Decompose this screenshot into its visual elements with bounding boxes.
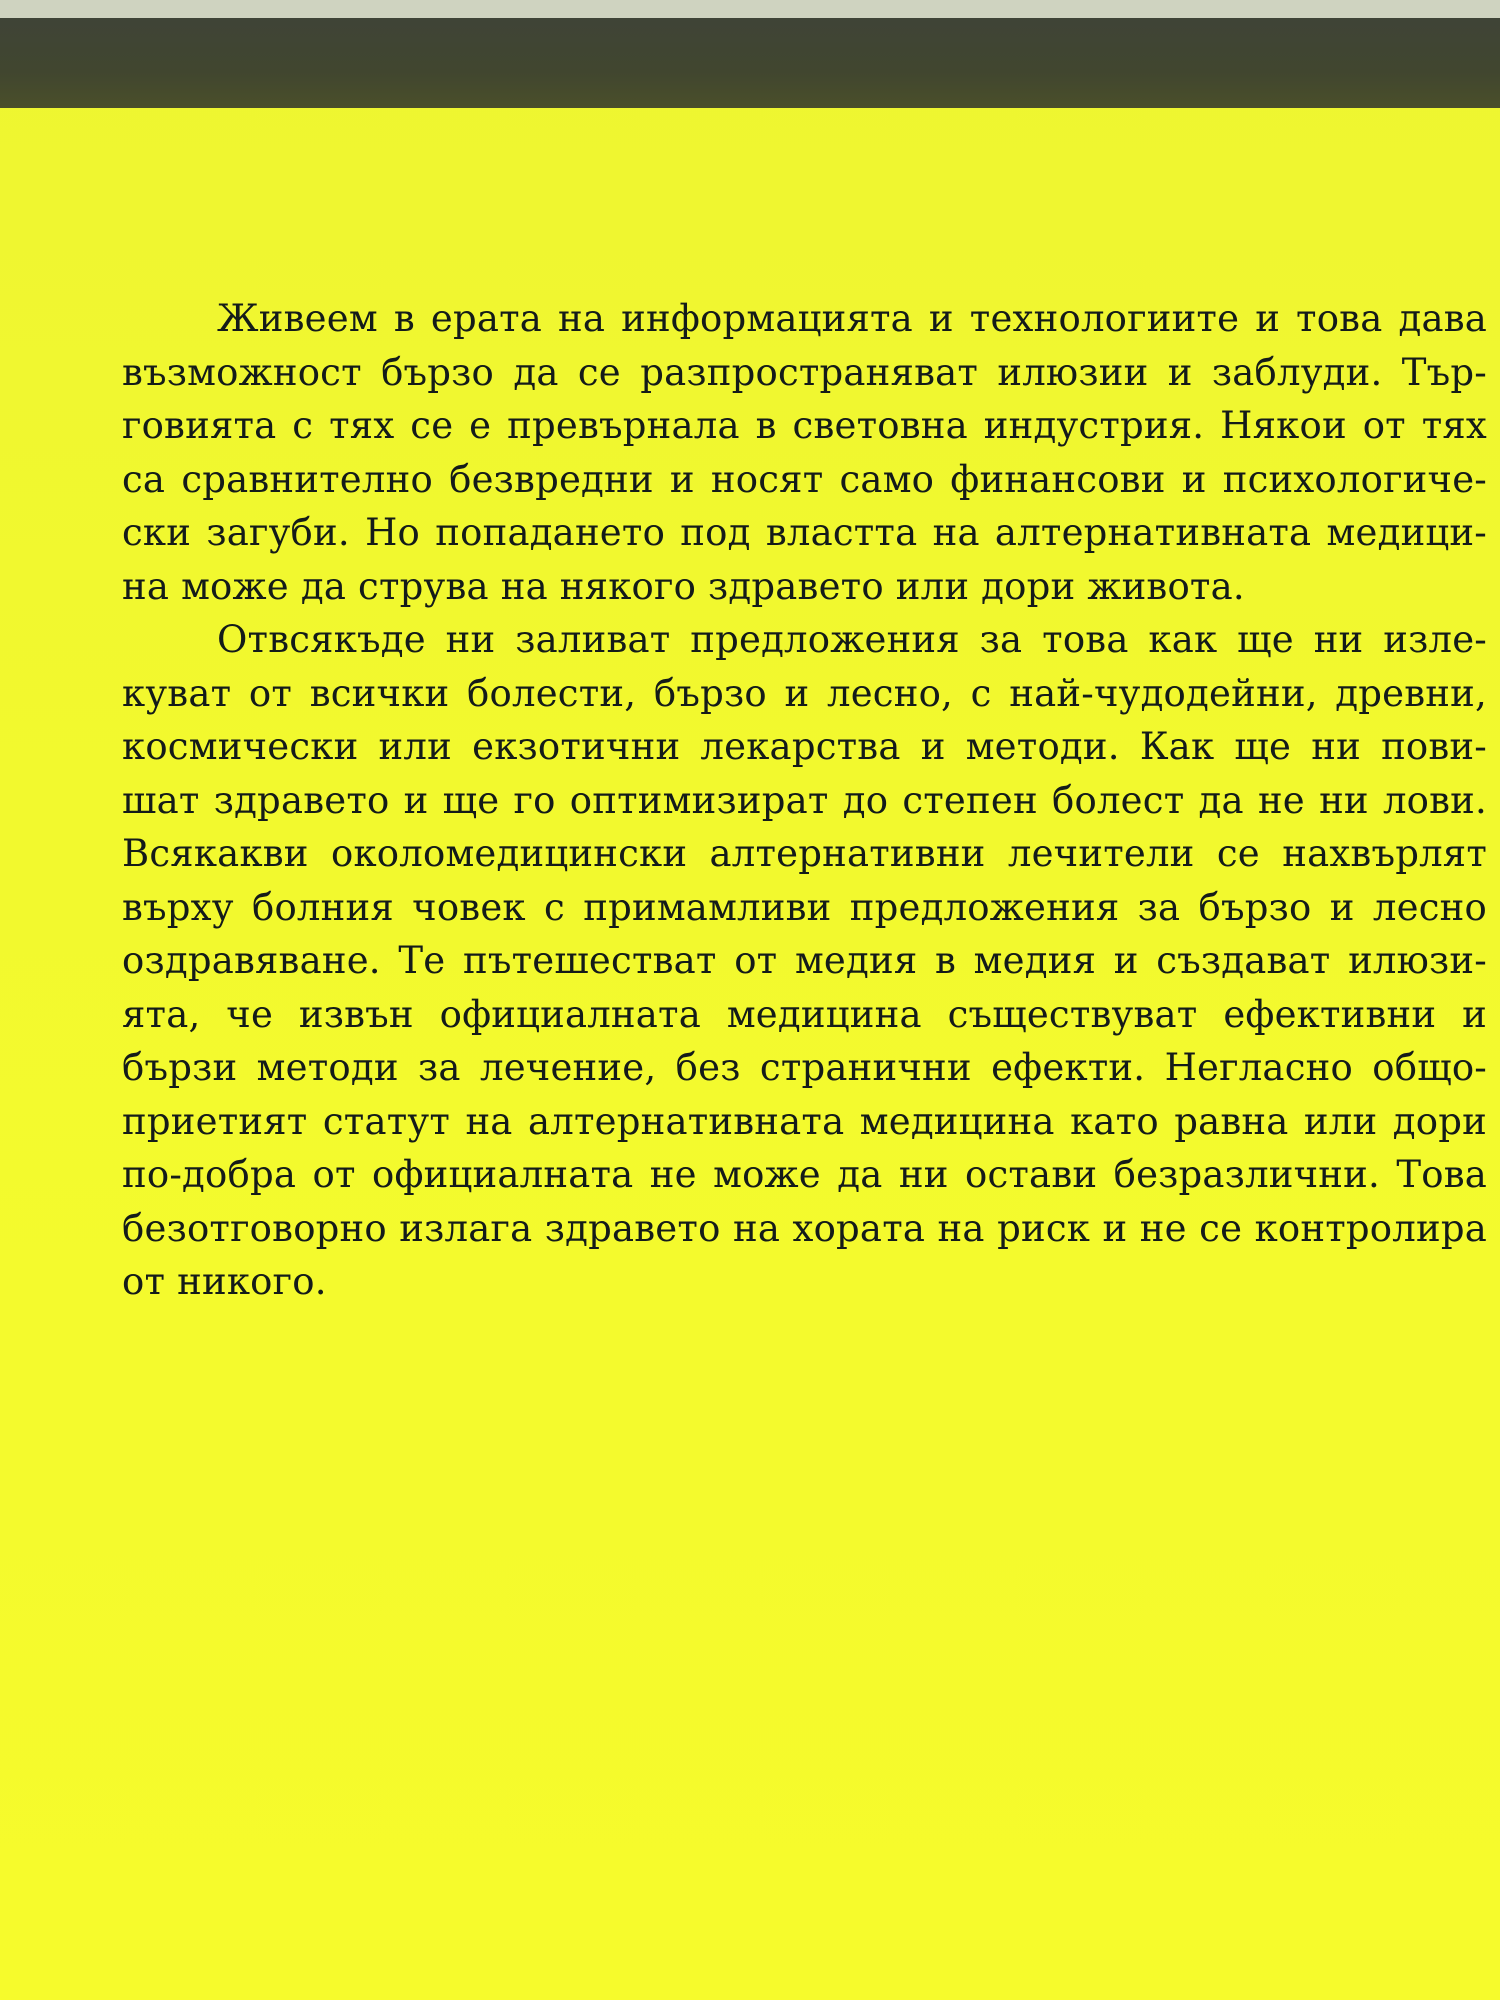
text-line: говията с тях се е превърнала в световна индустрия. Някои от тях — [122, 404, 1487, 447]
paragraph-2 — [122, 613, 1487, 1309]
text-line: възможност бързо да се разпространяват илюзии и заблуди. Тър- — [122, 350, 1487, 394]
text-line: безотговорно излага здравето на хората на риск и не се контролира — [122, 1206, 1487, 1250]
top-border — [0, 0, 1500, 18]
text-line: шат здравето и ще го оптимизират до степен болест да не ни лови. — [122, 778, 1487, 822]
body-text — [122, 292, 1487, 1309]
text-line: върху болния човек с примамливи предложения за бързо и лесно — [122, 885, 1487, 929]
text-line: от никого. — [122, 1260, 327, 1303]
text-line: Отвсякъде ни заливат предложения за това как ще ни изле- — [217, 618, 1487, 661]
text-line: оздравяване. Те пътешестват от медия в медия и създават илюзи- — [122, 939, 1487, 982]
text-line: по-добра от официалната не може да ни остави безразлични. Това — [122, 1153, 1487, 1196]
text-line: са сравнително безвредни и носят само финансови и психологиче- — [122, 457, 1487, 501]
paragraph-1 — [122, 292, 1487, 613]
text-line: ята, че извън официалната медицина съществуват ефективни и — [122, 992, 1487, 1036]
text-line: ски загуби. Но попадането под властта на алтернативната медици- — [122, 511, 1487, 554]
text-line: Живеем в ерата на информацията и технологиите и това дава — [217, 297, 1487, 340]
text-line: бързи методи за лечение, без странични ефекти. Негласно общо- — [122, 1046, 1487, 1089]
text-line: куват от всички болести, бързо и лесно, с най-чудодейни, древни, — [122, 671, 1487, 715]
text-line: на може да струва на някого здравето или дори живота. — [122, 564, 1245, 608]
text-line: приетият статут на алтернативната медицина като равна или дори — [122, 1099, 1487, 1143]
dark-header-band — [0, 18, 1500, 108]
text-line: Всякакви околомедицински алтернативни лечители се нахвърлят — [122, 832, 1487, 875]
text-line: космически или екзотични лекарства и методи. Как ще ни пови- — [122, 725, 1487, 768]
